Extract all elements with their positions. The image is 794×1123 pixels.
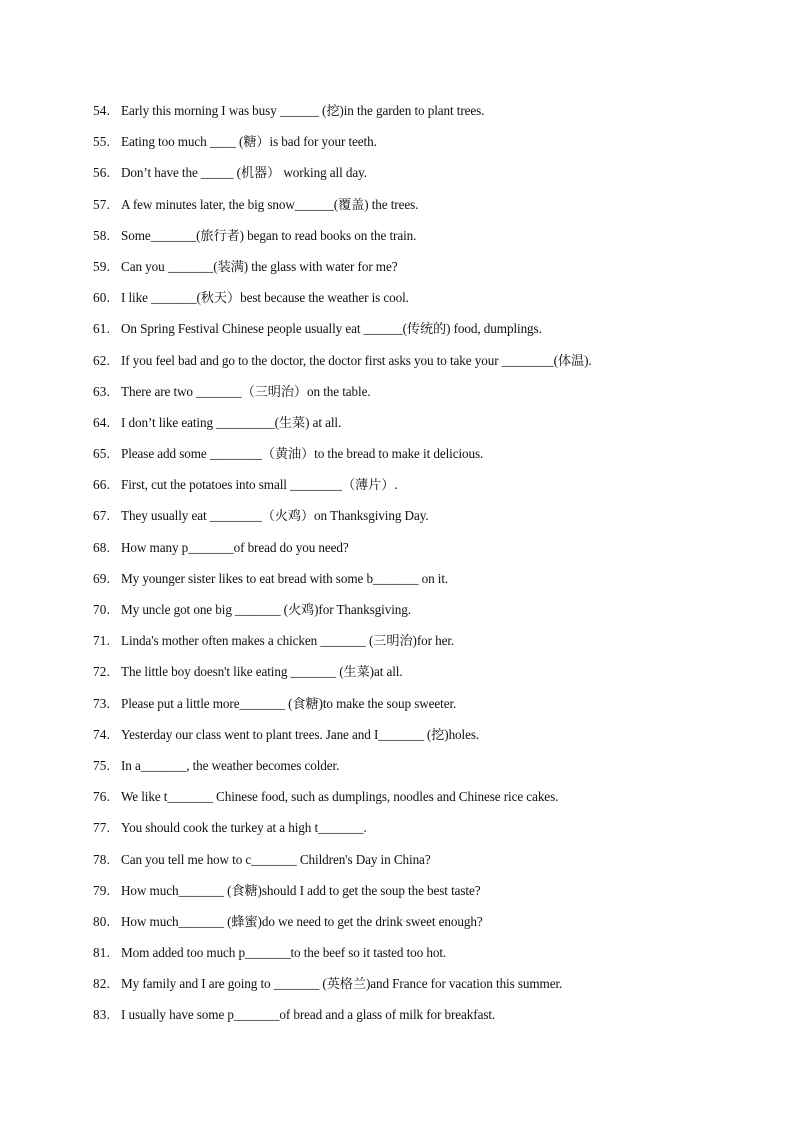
question-number: 80. <box>93 913 111 929</box>
question-text: The little boy doesn't like eating _______ (生菜)at all. <box>121 664 403 680</box>
question-number: 72. <box>93 664 111 680</box>
question-item <box>93 755 753 786</box>
question-item <box>93 474 753 505</box>
question-text: If you feel bad and go to the doctor, the doctor first asks you to take your ________(体温). <box>121 352 592 368</box>
question-number: 74. <box>93 726 111 742</box>
question-text: My younger sister likes to eat bread with some b_______ on it. <box>121 570 449 586</box>
question-text: My family and I are going to _______ (英格兰)and France for vacation this summer. <box>121 976 563 992</box>
question-item <box>93 880 753 911</box>
question-number: 69. <box>93 570 111 586</box>
question-item <box>93 537 753 568</box>
question-text: Eating too much ____ (糖）is bad for your teeth. <box>121 134 377 150</box>
question-item <box>93 849 753 880</box>
question-number: 59. <box>93 258 111 274</box>
question-item <box>93 412 753 443</box>
question-item <box>93 599 753 630</box>
question-number: 58. <box>93 227 111 243</box>
question-item <box>93 225 753 256</box>
question-number: 79. <box>93 882 111 898</box>
question-text: Some_______(旅行者) began to read books on the train. <box>121 227 417 243</box>
question-item <box>93 381 753 412</box>
question-text: First, cut the potatoes into small ________（薄片）. <box>121 477 398 493</box>
question-text: I usually have some p_______of bread and a glass of milk for breakfast. <box>121 1007 496 1023</box>
question-text: In a_______, the weather becomes colder. <box>121 757 340 773</box>
question-text: My uncle got one big _______ (火鸡)for Thanksgiving. <box>121 602 411 617</box>
question-text: There are two _______（三明治）on the table. <box>121 383 371 399</box>
question-text: Linda's mother often makes a chicken _______ (三明治)for her. <box>121 633 455 649</box>
question-text: I don’t like eating _________(生菜) at all. <box>121 414 342 430</box>
question-item <box>93 100 753 131</box>
question-number: 70. <box>93 602 111 617</box>
question-text: Don’t have the _____ (机器） working all day. <box>121 165 367 181</box>
question-item <box>93 1004 753 1035</box>
question-number: 63. <box>93 383 111 399</box>
question-text: Early this morning I was busy ______ (挖)in the garden to plant trees. <box>121 103 485 118</box>
question-item <box>93 287 753 318</box>
question-item <box>93 973 753 1004</box>
question-text: Please put a little more_______ (食糖)to make the soup sweeter. <box>121 695 457 711</box>
question-item <box>93 630 753 661</box>
question-text: Yesterday our class went to plant trees. Jane and I_______ (挖)holes. <box>121 726 480 742</box>
question-number: 82. <box>93 976 111 992</box>
question-item <box>93 350 753 381</box>
question-number: 56. <box>93 165 111 181</box>
question-text: You should cook the turkey at a high t_______. <box>121 820 367 836</box>
question-text: I like _______(秋天）best because the weather is cool. <box>121 290 409 306</box>
question-number: 68. <box>93 539 111 555</box>
question-item <box>93 942 753 973</box>
question-text: Please add some ________（黄油）to the bread to make it delicious. <box>121 446 484 462</box>
question-number: 64. <box>93 414 111 430</box>
question-item <box>93 443 753 474</box>
question-text: A few minutes later, the big snow______(覆盖) the trees. <box>121 196 419 212</box>
question-number: 66. <box>93 477 111 493</box>
question-item <box>93 505 753 536</box>
question-number: 73. <box>93 695 111 711</box>
question-number: 75. <box>93 757 111 773</box>
question-number: 54. <box>93 103 111 118</box>
question-number: 77. <box>93 820 111 836</box>
question-number: 83. <box>93 1007 111 1023</box>
question-number: 62. <box>93 352 111 368</box>
question-number: 57. <box>93 196 111 212</box>
question-list <box>93 100 753 1036</box>
question-number: 78. <box>93 851 111 867</box>
question-text: How much_______ (蜂蜜)do we need to get the drink sweet enough? <box>121 913 483 929</box>
question-number: 61. <box>93 321 111 337</box>
question-item <box>93 131 753 162</box>
question-text: We like t_______ Chinese food, such as dumplings, noodles and Chinese rice cakes. <box>121 789 559 805</box>
question-item <box>93 786 753 817</box>
question-number: 55. <box>93 134 111 150</box>
question-number: 67. <box>93 508 111 524</box>
question-text: They usually eat ________（火鸡）on Thanksgiving Day. <box>121 508 429 524</box>
question-item <box>93 318 753 349</box>
question-text: Can you _______(装满) the glass with water for me? <box>121 258 398 274</box>
question-item <box>93 693 753 724</box>
question-item <box>93 724 753 755</box>
question-number: 60. <box>93 290 111 306</box>
question-number: 81. <box>93 945 111 961</box>
question-item <box>93 817 753 848</box>
question-item <box>93 256 753 287</box>
question-text: Mom added too much p_______to the beef so it tasted too hot. <box>121 945 447 961</box>
question-item <box>93 568 753 599</box>
question-number: 71. <box>93 633 111 649</box>
question-text: Can you tell me how to c_______ Children's Day in China? <box>121 851 431 867</box>
question-item <box>93 661 753 692</box>
question-text: How much_______ (食糖)should I add to get the soup the best taste? <box>121 882 481 898</box>
question-item <box>93 194 753 225</box>
question-item <box>93 911 753 942</box>
question-number: 65. <box>93 446 111 462</box>
question-number: 76. <box>93 789 111 805</box>
question-item <box>93 162 753 193</box>
question-text: On Spring Festival Chinese people usually eat ______(传统的) food, dumplings. <box>121 321 542 337</box>
question-text: How many p_______of bread do you need? <box>121 539 349 555</box>
